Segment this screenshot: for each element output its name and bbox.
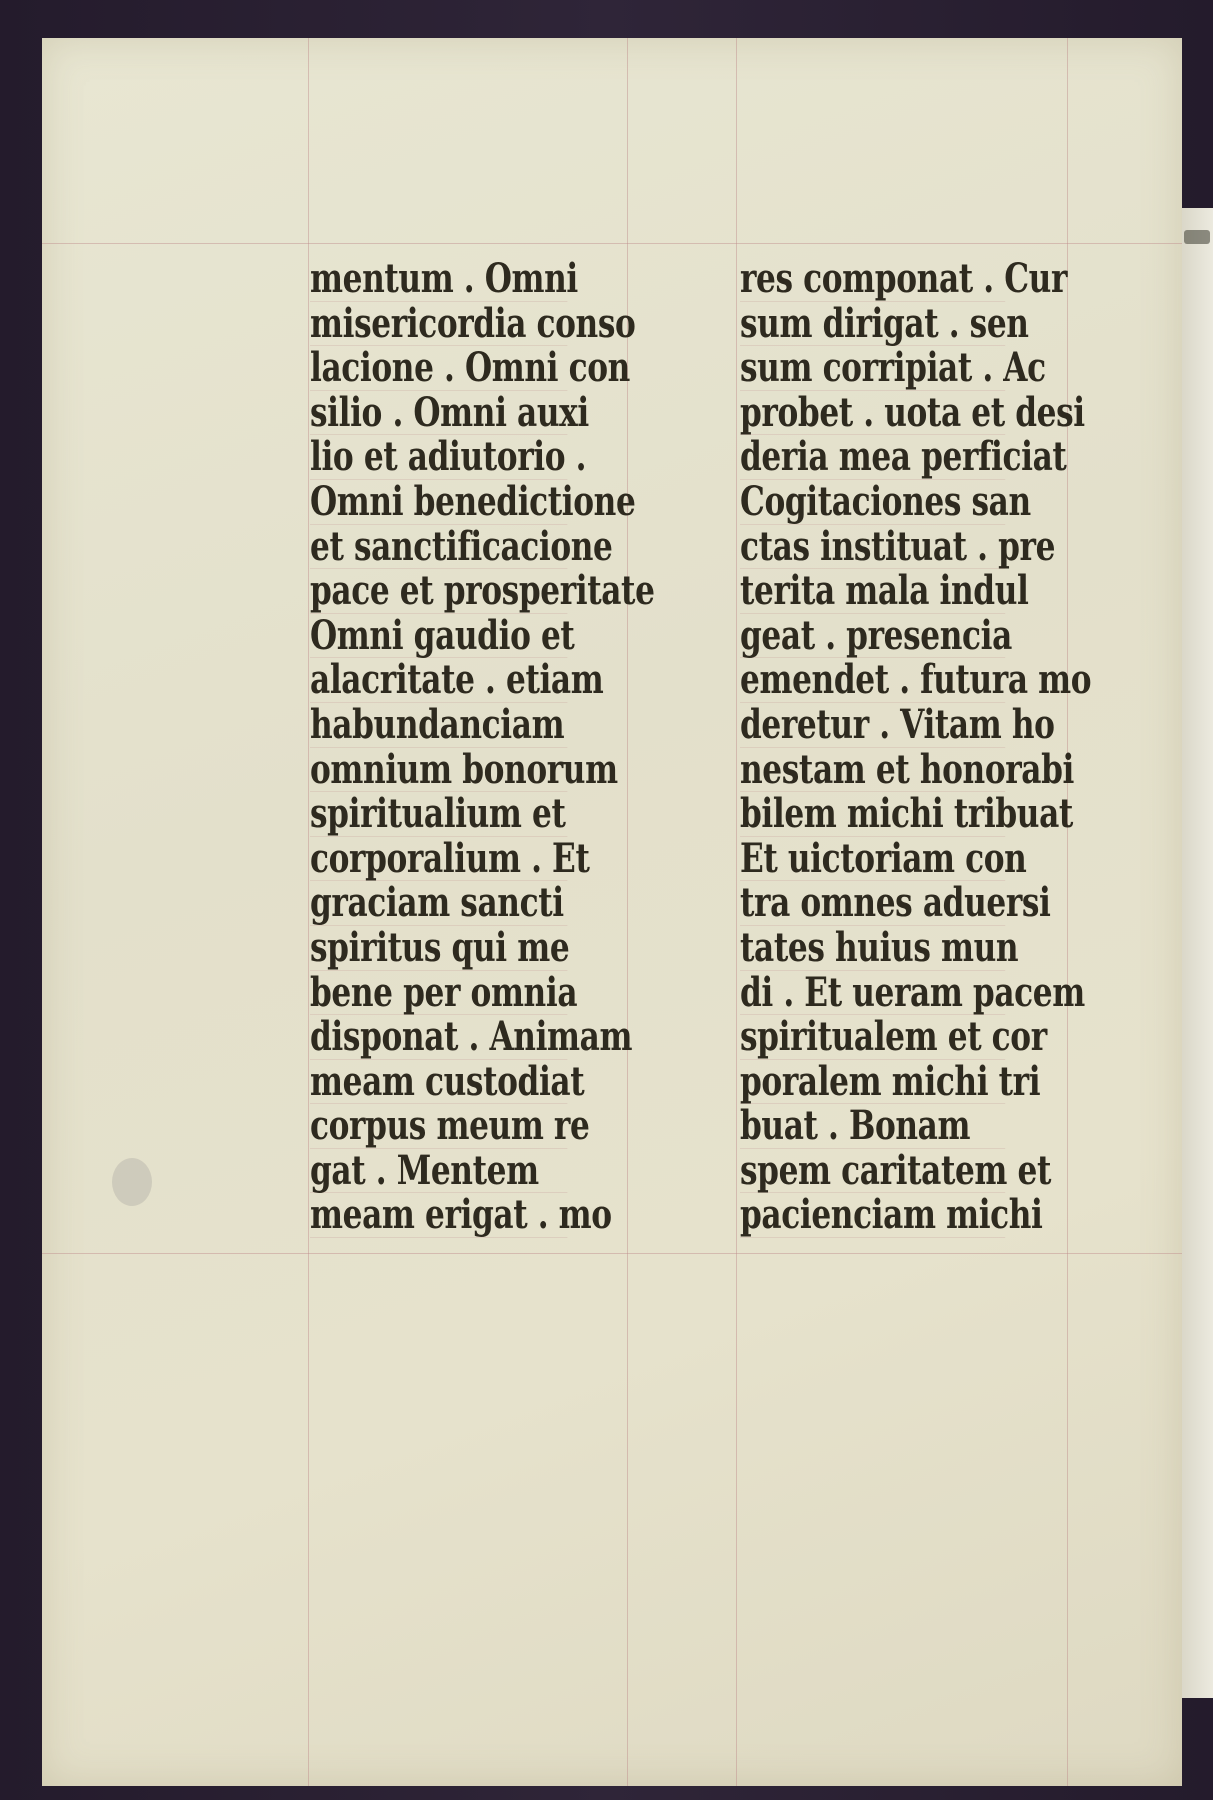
text-line: tates huius mun — [740, 923, 1019, 971]
text-line: buat . Bonam — [740, 1104, 1005, 1149]
text-line: spiritualem et cor — [740, 1013, 1047, 1061]
text-line: Et uictoriam con — [740, 834, 1027, 882]
text-line: meam erigat . mo — [310, 1191, 612, 1239]
text-line: poralem michi tri — [740, 1057, 1041, 1105]
text-line: silio . Omni auxi — [310, 388, 589, 436]
text-line: omnium bonorum — [310, 745, 618, 793]
text-line: mentum . Omni — [310, 255, 578, 302]
text-line: tra omnes aduersi — [740, 879, 1051, 927]
text-line: deria mea perficiat — [740, 433, 1067, 481]
text-line: emendet . futura mo — [740, 656, 1092, 704]
text-line: graciam sancti — [310, 881, 567, 926]
text-line: sum dirigat . sen — [740, 299, 1029, 347]
text-line: deretur . Vitam ho — [740, 700, 1055, 748]
text-line: Omni gaudio et — [310, 611, 575, 659]
text-line: res componat . Cur — [740, 255, 1068, 302]
text-line: lacione . Omni con — [310, 344, 630, 392]
text-line: Cogitaciones san — [740, 477, 1031, 525]
text-line: meam custodiat — [310, 1057, 585, 1105]
text-line: ctas instituat . pre — [740, 522, 1056, 570]
ruling-line — [42, 1253, 1182, 1254]
text-line: Omni benedictione — [310, 477, 636, 525]
ruling-line — [308, 38, 309, 1786]
text-line: misericordia conso — [310, 299, 636, 347]
text-line: terita mala indul — [740, 567, 1029, 615]
text-line: spiritus qui me — [310, 923, 570, 971]
text-column-left — [310, 255, 655, 1239]
text-line: pace et prosperitate — [310, 567, 655, 615]
text-line: geat . presencia — [740, 611, 1012, 659]
text-line: bene per omnia — [310, 968, 578, 1016]
text-line: di . Et ueram pacem — [740, 968, 1085, 1016]
text-line: probet . uota et desi — [740, 388, 1085, 436]
text-column-right — [740, 255, 1092, 1239]
text-line: corporalium . Et — [310, 834, 590, 882]
text-line: gat . Mentem — [310, 1149, 567, 1194]
text-line: bilem michi tribuat — [740, 790, 1073, 838]
text-line: nestam et honorabi — [740, 745, 1075, 793]
ruling-line — [42, 243, 1182, 244]
text-line: et sanctificacione — [310, 522, 613, 570]
text-line: spem caritatem et — [740, 1146, 1052, 1194]
text-line: spiritualium et — [310, 790, 566, 838]
text-line: pacienciam michi — [740, 1191, 1043, 1239]
text-line: corpus meum re — [310, 1102, 590, 1150]
text-line: lio et adiutorio . — [310, 433, 587, 481]
text-line: disponat . Animam — [310, 1013, 633, 1061]
text-line: sum corripiat . Ac — [740, 344, 1046, 392]
text-line: alacritate . etiam — [310, 656, 604, 704]
next-leaf-edge — [1180, 208, 1213, 1698]
ruling-line — [736, 38, 737, 1786]
text-line: habundanciam — [310, 703, 567, 748]
